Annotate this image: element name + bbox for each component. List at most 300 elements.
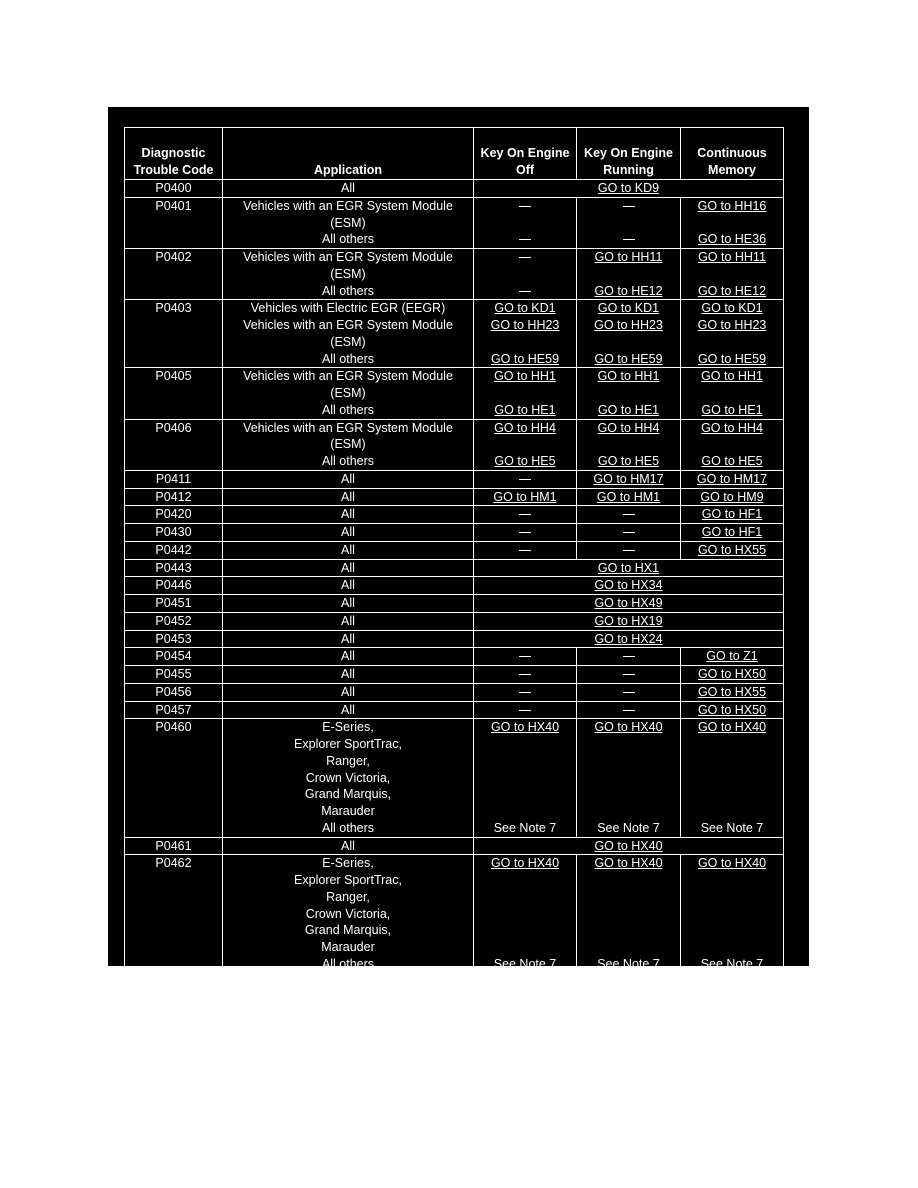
merged-action-link[interactable]: GO to HX40 bbox=[594, 838, 663, 853]
merged-action-cell bbox=[474, 837, 784, 855]
dtc-code-line bbox=[125, 702, 222, 719]
koeo-link[interactable]: GO to HH23 bbox=[490, 318, 560, 332]
application-cell bbox=[223, 612, 474, 630]
continuous-memory-line bbox=[681, 939, 783, 956]
application-line bbox=[223, 180, 473, 197]
koeo-cell bbox=[474, 470, 577, 488]
continuous-memory-link[interactable]: GO to HE36 bbox=[697, 232, 767, 247]
application-line bbox=[223, 631, 473, 648]
continuous-memory-cell bbox=[681, 300, 784, 368]
application-line bbox=[223, 803, 473, 820]
table-row bbox=[125, 701, 784, 719]
application-line bbox=[223, 939, 473, 956]
header-dtc bbox=[125, 128, 223, 180]
continuous-memory-link[interactable]: GO to Z1 bbox=[706, 649, 758, 664]
continuous-memory-cell bbox=[681, 488, 784, 506]
continuous-memory-line bbox=[681, 666, 783, 683]
dash-mark bbox=[519, 291, 531, 292]
dtc-code-text: P0461 bbox=[155, 838, 192, 853]
application-cell bbox=[223, 648, 474, 666]
koer-link[interactable]: GO to HH4 bbox=[597, 420, 660, 435]
dtc-code-text: P0443 bbox=[155, 560, 192, 575]
continuous-memory-line bbox=[681, 922, 783, 939]
koeo-dash-cell bbox=[474, 542, 576, 559]
table-row bbox=[125, 855, 784, 973]
continuous-memory-cell bbox=[681, 368, 784, 419]
application-line bbox=[223, 198, 473, 215]
dash-mark bbox=[519, 656, 531, 657]
table-row bbox=[125, 506, 784, 524]
koeo-dash-cell bbox=[474, 471, 576, 488]
koer-link[interactable]: GO to HX40 bbox=[594, 720, 663, 735]
continuous-memory-line bbox=[681, 770, 783, 787]
application-line bbox=[223, 249, 473, 266]
dtc-code-line bbox=[125, 180, 222, 197]
dtc-code-cell bbox=[125, 506, 223, 524]
dtc-code-line bbox=[125, 542, 222, 559]
application-line bbox=[223, 560, 473, 577]
koeo-line bbox=[474, 956, 576, 973]
koer-link[interactable]: GO to HH1 bbox=[597, 369, 660, 384]
koer-dash-cell bbox=[577, 702, 680, 719]
continuous-memory-link[interactable]: GO to HH4 bbox=[701, 420, 763, 435]
continuous-memory-line bbox=[681, 855, 783, 872]
koeo-cell bbox=[474, 249, 577, 300]
dtc-code-text: P0451 bbox=[155, 596, 192, 610]
continuous-memory-line bbox=[681, 420, 783, 437]
koeo-link[interactable]: GO to HH4 bbox=[494, 420, 556, 435]
continuous-memory-line bbox=[681, 889, 783, 906]
koer-link[interactable]: GO to HX40 bbox=[594, 856, 663, 871]
dtc-code-cell bbox=[125, 837, 223, 855]
application-line bbox=[223, 753, 473, 770]
koer-line bbox=[577, 300, 680, 317]
koer-cell bbox=[577, 300, 681, 368]
koer-cell bbox=[577, 683, 681, 701]
continuous-memory-link[interactable]: GO to HM17 bbox=[696, 471, 768, 486]
dtc-code-cell bbox=[125, 666, 223, 684]
koeo-line bbox=[474, 489, 576, 506]
continuous-memory-link[interactable]: GO to HE59 bbox=[697, 351, 767, 366]
merged-action-line bbox=[474, 180, 783, 197]
application-line bbox=[223, 956, 473, 973]
application-text: All bbox=[341, 560, 355, 575]
merged-action-link[interactable]: GO to HX19 bbox=[594, 613, 663, 628]
koeo-link[interactable]: GO to KD1 bbox=[494, 301, 556, 316]
koeo-line bbox=[474, 334, 576, 351]
continuous-memory-line bbox=[681, 266, 783, 283]
application-text: (ESM) bbox=[330, 215, 366, 230]
merged-action-line bbox=[474, 631, 783, 648]
koer-cell bbox=[577, 506, 681, 524]
dtc-code-text: P0420 bbox=[155, 507, 192, 522]
application-line bbox=[223, 736, 473, 753]
application-text: All bbox=[341, 613, 355, 628]
application-text: All bbox=[341, 471, 355, 486]
continuous-memory-cell bbox=[681, 524, 784, 542]
application-line bbox=[223, 231, 473, 248]
application-text: Marauder bbox=[321, 940, 375, 954]
dtc-code-text: P0430 bbox=[155, 525, 192, 539]
continuous-memory-line bbox=[681, 198, 783, 215]
koeo-line bbox=[474, 855, 576, 872]
dtc-code-text: P0462 bbox=[155, 856, 192, 871]
continuous-memory-link[interactable]: GO to HX55 bbox=[697, 684, 767, 699]
dtc-code-cell bbox=[125, 595, 223, 613]
koer-line bbox=[577, 334, 680, 351]
application-line bbox=[223, 524, 473, 541]
koer-link[interactable]: GO to HH23 bbox=[594, 318, 663, 332]
continuous-memory-link[interactable]: GO to HH1 bbox=[701, 369, 763, 384]
table-row bbox=[125, 577, 784, 595]
continuous-memory-text: See Note 7 bbox=[700, 956, 764, 971]
application-text: (ESM) bbox=[330, 266, 366, 281]
header-application bbox=[223, 128, 474, 180]
koeo-line bbox=[474, 753, 576, 770]
dash-mark bbox=[519, 239, 531, 240]
koer-link[interactable]: GO to HM17 bbox=[593, 471, 664, 486]
koer-link[interactable]: GO to HH11 bbox=[594, 250, 663, 264]
header-koeo-line-1: Key On Engine bbox=[480, 146, 570, 160]
application-text: All bbox=[341, 649, 355, 664]
koer-link[interactable]: GO to KD1 bbox=[597, 301, 660, 316]
table-header-row bbox=[125, 128, 784, 180]
application-line bbox=[223, 368, 473, 385]
dtc-code-text: P0452 bbox=[155, 613, 192, 628]
application-cell bbox=[223, 837, 474, 855]
application-text: Vehicles with an EGR System Module bbox=[243, 250, 453, 264]
koeo-link[interactable]: GO to HX40 bbox=[490, 856, 560, 871]
application-text: (ESM) bbox=[330, 386, 366, 400]
application-cell bbox=[223, 470, 474, 488]
koeo-link[interactable]: GO to HE5 bbox=[494, 454, 556, 468]
dash-mark bbox=[623, 710, 635, 711]
table-body bbox=[125, 180, 784, 974]
koer-link[interactable]: GO to HE59 bbox=[594, 351, 663, 366]
continuous-memory-link[interactable]: GO to KD1 bbox=[701, 301, 763, 316]
dash-mark bbox=[519, 206, 531, 207]
dash-mark bbox=[623, 206, 635, 207]
koer-dash-cell bbox=[577, 666, 680, 683]
koer-cell bbox=[577, 666, 681, 684]
table-row bbox=[125, 595, 784, 613]
koer-dash-cell bbox=[577, 684, 680, 701]
application-cell bbox=[223, 300, 474, 368]
koer-line bbox=[577, 215, 680, 232]
continuous-memory-line bbox=[681, 283, 783, 300]
koer-cell bbox=[577, 197, 681, 248]
application-text: All bbox=[341, 838, 355, 853]
application-text: All others bbox=[321, 956, 375, 971]
dtc-code-text: P0400 bbox=[155, 181, 192, 195]
merged-action-line bbox=[474, 595, 783, 612]
dtc-code-line bbox=[125, 838, 222, 855]
application-text: Vehicles with an EGR System Module bbox=[243, 198, 453, 213]
continuous-memory-cell bbox=[681, 197, 784, 248]
dtc-code-cell bbox=[125, 419, 223, 470]
continuous-memory-link[interactable]: GO to HX50 bbox=[697, 702, 767, 717]
header-koeo bbox=[474, 128, 577, 180]
continuous-memory-link[interactable]: GO to HX40 bbox=[697, 720, 767, 735]
koeo-line bbox=[474, 803, 576, 820]
continuous-memory-line bbox=[681, 317, 783, 334]
koeo-link[interactable]: GO to HX40 bbox=[490, 720, 560, 735]
merged-action-cell bbox=[474, 630, 784, 648]
koer-line bbox=[577, 922, 680, 939]
application-line bbox=[223, 684, 473, 701]
application-text: Crown Victoria, bbox=[305, 906, 391, 921]
continuous-memory-line bbox=[681, 803, 783, 820]
merged-action-cell bbox=[474, 612, 784, 630]
application-line bbox=[223, 453, 473, 470]
koer-link[interactable]: GO to HE1 bbox=[597, 402, 660, 417]
application-text: All bbox=[341, 181, 355, 195]
continuous-memory-line bbox=[681, 820, 783, 837]
application-line bbox=[223, 283, 473, 300]
koeo-line bbox=[474, 300, 576, 317]
application-text: Crown Victoria, bbox=[305, 770, 391, 785]
continuous-memory-line bbox=[681, 368, 783, 385]
continuous-memory-link[interactable]: GO to HH23 bbox=[697, 318, 767, 332]
continuous-memory-line bbox=[681, 215, 783, 232]
application-text: Grand Marquis, bbox=[304, 787, 392, 802]
koeo-line bbox=[474, 317, 576, 334]
continuous-memory-cell bbox=[681, 701, 784, 719]
koeo-cell bbox=[474, 419, 577, 470]
koeo-line bbox=[474, 266, 576, 283]
application-cell bbox=[223, 559, 474, 577]
dash-mark bbox=[623, 514, 635, 515]
continuous-memory-line bbox=[681, 506, 783, 523]
dtc-code-cell bbox=[125, 648, 223, 666]
continuous-memory-cell bbox=[681, 470, 784, 488]
koer-dash-cell bbox=[577, 506, 680, 523]
koer-line bbox=[577, 368, 680, 385]
merged-action-cell bbox=[474, 595, 784, 613]
continuous-memory-line bbox=[681, 736, 783, 753]
koeo-line bbox=[474, 351, 576, 368]
merged-action-cell bbox=[474, 559, 784, 577]
application-text: All others bbox=[321, 402, 375, 417]
koer-link[interactable]: GO to HE5 bbox=[597, 454, 660, 468]
dtc-code-cell bbox=[125, 470, 223, 488]
application-line bbox=[223, 906, 473, 923]
continuous-memory-line bbox=[681, 542, 783, 559]
application-cell bbox=[223, 701, 474, 719]
merged-action-link[interactable]: GO to KD9 bbox=[597, 181, 660, 195]
continuous-memory-line bbox=[681, 453, 783, 470]
application-cell bbox=[223, 541, 474, 559]
application-cell bbox=[223, 666, 474, 684]
koer-dash-cell bbox=[577, 231, 680, 248]
koer-text: See Note 7 bbox=[597, 956, 660, 971]
koeo-cell bbox=[474, 488, 577, 506]
table-row bbox=[125, 541, 784, 559]
dtc-code-line bbox=[125, 524, 222, 541]
continuous-memory-line bbox=[681, 956, 783, 973]
merged-action-link[interactable]: GO to HX24 bbox=[594, 631, 663, 646]
continuous-memory-link[interactable]: GO to HF1 bbox=[701, 525, 763, 539]
continuous-memory-line bbox=[681, 300, 783, 317]
koer-dash-cell bbox=[577, 542, 680, 559]
koeo-line bbox=[474, 889, 576, 906]
koer-dash-cell bbox=[577, 524, 680, 541]
header-cm-line-1: Continuous bbox=[697, 146, 767, 160]
header-koer-line-1: Key On Engine bbox=[584, 146, 673, 160]
header-cm-line-2: Memory bbox=[708, 162, 756, 177]
koeo-cell bbox=[474, 701, 577, 719]
header-koer bbox=[577, 128, 681, 180]
koer-line bbox=[577, 855, 680, 872]
dtc-code-text: P0406 bbox=[155, 420, 192, 435]
table-row bbox=[125, 470, 784, 488]
application-cell bbox=[223, 506, 474, 524]
dtc-code-cell bbox=[125, 488, 223, 506]
application-text: All others bbox=[321, 351, 375, 366]
continuous-memory-link[interactable]: GO to HF1 bbox=[701, 507, 763, 522]
koeo-cell bbox=[474, 648, 577, 666]
application-line bbox=[223, 702, 473, 719]
dtc-code-line bbox=[125, 368, 222, 385]
dtc-code-cell bbox=[125, 300, 223, 368]
application-text: All bbox=[341, 667, 355, 681]
application-cell bbox=[223, 577, 474, 595]
application-text: All others bbox=[321, 820, 375, 835]
application-line bbox=[223, 436, 473, 453]
application-line bbox=[223, 420, 473, 437]
continuous-memory-cell bbox=[681, 855, 784, 973]
application-line bbox=[223, 889, 473, 906]
dtc-code-text: P0401 bbox=[155, 198, 192, 213]
application-cell bbox=[223, 488, 474, 506]
continuous-memory-cell bbox=[681, 249, 784, 300]
koeo-link[interactable]: GO to HE59 bbox=[490, 351, 560, 366]
koer-cell bbox=[577, 701, 681, 719]
continuous-memory-link[interactable]: GO to HM9 bbox=[700, 489, 764, 504]
application-text: All bbox=[341, 578, 355, 593]
application-cell bbox=[223, 630, 474, 648]
application-line bbox=[223, 215, 473, 232]
header-continuous-memory bbox=[681, 128, 784, 180]
continuous-memory-cell bbox=[681, 719, 784, 837]
continuous-memory-link[interactable]: GO to HE1 bbox=[701, 402, 763, 417]
dtc-code-line bbox=[125, 249, 222, 266]
application-line bbox=[223, 613, 473, 630]
dash-mark bbox=[519, 674, 531, 675]
application-text: Ranger, bbox=[326, 889, 370, 904]
continuous-memory-link[interactable]: GO to HX50 bbox=[697, 667, 767, 681]
merged-action-link[interactable]: GO to HX34 bbox=[594, 578, 663, 593]
application-text: All bbox=[341, 596, 355, 610]
koeo-cell bbox=[474, 197, 577, 248]
continuous-memory-line bbox=[681, 524, 783, 541]
application-cell bbox=[223, 368, 474, 419]
koer-line bbox=[577, 249, 680, 266]
table-row bbox=[125, 419, 784, 470]
merged-action-cell bbox=[474, 577, 784, 595]
dtc-code-text: P0405 bbox=[155, 369, 192, 384]
merged-action-line bbox=[474, 613, 783, 630]
koeo-dash-cell bbox=[474, 684, 576, 701]
merged-action-cell bbox=[474, 180, 784, 198]
dtc-code-text: P0460 bbox=[155, 720, 192, 735]
continuous-memory-cell bbox=[681, 648, 784, 666]
application-text: (ESM) bbox=[330, 334, 366, 349]
koer-link[interactable]: GO to HE12 bbox=[594, 283, 663, 298]
application-cell bbox=[223, 180, 474, 198]
continuous-memory-link[interactable]: GO to HH11 bbox=[698, 250, 766, 264]
dtc-code-line bbox=[125, 506, 222, 523]
continuous-memory-link[interactable]: GO to HE12 bbox=[697, 283, 767, 298]
continuous-memory-link[interactable]: GO to HH16 bbox=[697, 198, 767, 213]
continuous-memory-link[interactable]: GO to HX55 bbox=[697, 542, 767, 557]
application-line bbox=[223, 334, 473, 351]
application-text: All others bbox=[321, 454, 375, 468]
dtc-code-cell bbox=[125, 368, 223, 419]
koeo-link[interactable]: GO to HM1 bbox=[493, 489, 557, 504]
koeo-line bbox=[474, 215, 576, 232]
continuous-memory-link[interactable]: GO to HX40 bbox=[697, 856, 767, 871]
koer-line bbox=[577, 471, 680, 488]
dtc-code-line bbox=[125, 648, 222, 665]
koer-line bbox=[577, 906, 680, 923]
koeo-cell bbox=[474, 368, 577, 419]
koeo-cell bbox=[474, 300, 577, 368]
dtc-code-cell bbox=[125, 524, 223, 542]
koeo-link[interactable]: GO to HE1 bbox=[494, 402, 556, 417]
application-text: All others bbox=[321, 283, 375, 298]
application-cell bbox=[223, 197, 474, 248]
dtc-code-cell bbox=[125, 719, 223, 837]
koeo-cell bbox=[474, 855, 577, 973]
merged-action-line bbox=[474, 577, 783, 594]
merged-action-link[interactable]: GO to HX1 bbox=[597, 560, 660, 575]
koeo-dash-cell bbox=[474, 283, 576, 300]
koer-cell bbox=[577, 470, 681, 488]
application-line bbox=[223, 838, 473, 855]
koer-line bbox=[577, 872, 680, 889]
application-line bbox=[223, 719, 473, 736]
koeo-link[interactable]: GO to HH1 bbox=[494, 369, 556, 384]
koer-line bbox=[577, 402, 680, 419]
koer-line bbox=[577, 889, 680, 906]
continuous-memory-cell bbox=[681, 666, 784, 684]
application-text: All bbox=[341, 489, 355, 504]
application-line bbox=[223, 506, 473, 523]
koeo-line bbox=[474, 736, 576, 753]
merged-action-link[interactable]: GO to HX49 bbox=[594, 596, 663, 610]
dtc-code-line bbox=[125, 666, 222, 683]
continuous-memory-line bbox=[681, 471, 783, 488]
application-text: All bbox=[341, 542, 355, 557]
application-line bbox=[223, 666, 473, 683]
continuous-memory-line bbox=[681, 402, 783, 419]
table-row bbox=[125, 249, 784, 300]
table-row bbox=[125, 612, 784, 630]
continuous-memory-link[interactable]: GO to HE5 bbox=[701, 454, 763, 468]
dtc-code-line bbox=[125, 471, 222, 488]
koeo-line bbox=[474, 786, 576, 803]
koer-dash-cell bbox=[577, 198, 680, 215]
dash-mark bbox=[623, 239, 635, 240]
koer-link[interactable]: GO to HM1 bbox=[596, 489, 661, 504]
table-row bbox=[125, 630, 784, 648]
dtc-code-cell bbox=[125, 180, 223, 198]
application-line bbox=[223, 855, 473, 872]
application-text: All others bbox=[321, 232, 375, 247]
koeo-line bbox=[474, 420, 576, 437]
dtc-code-text: P0442 bbox=[155, 542, 192, 557]
